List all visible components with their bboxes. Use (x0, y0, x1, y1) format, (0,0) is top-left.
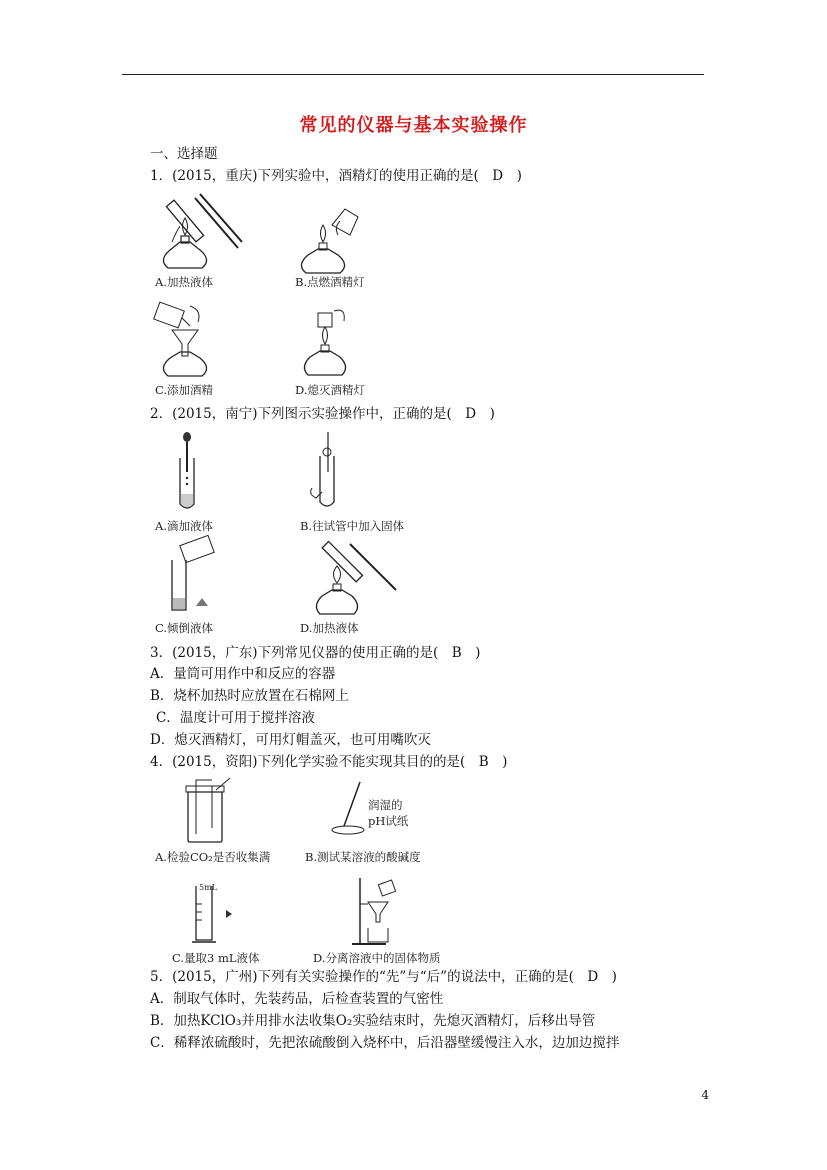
figure-caption: B.往试管中加入固体 (300, 519, 405, 533)
page-number: 4 (701, 1088, 709, 1102)
figure-extinguish-burner (300, 305, 360, 377)
section-heading: 一、选择题 (150, 146, 218, 162)
question-3-option-b: B．烧杯加热时应放置在石棉网上 (150, 688, 349, 704)
figure-add-alcohol (150, 300, 230, 378)
question-4-stem: 4．(2015，资阳)下列化学实验不能实现其目的的是( B ) (150, 754, 508, 770)
figure-filtration (350, 878, 400, 946)
figure-caption: D.熄灭酒精灯 (295, 383, 365, 397)
figure-ph-paper (330, 782, 370, 838)
figure-graduated-cylinder (192, 884, 242, 946)
question-3-stem: 3．(2015，广东)下列常见仪器的使用正确的是( B ) (150, 645, 481, 661)
header-rule (122, 74, 704, 75)
figure-caption: D.加热液体 (300, 621, 359, 635)
question-5-option-b: B．加热KClO₃并用排水法收集O₂实验结束时，先熄灭酒精灯，后移出导管 (150, 1013, 596, 1029)
question-5-option-c: C．稀释浓硫酸时，先把浓硫酸倒入烧杯中，后沿器壁缓慢注入水，边加边搅拌 (150, 1035, 620, 1051)
figure-caption: C.添加酒精 (155, 383, 214, 397)
figure-dropper (172, 432, 202, 512)
figure-caption: A.加热液体 (155, 275, 213, 289)
question-1-stem: 1．(2015，重庆)下列实验中，酒精灯的使用正确的是( D ) (150, 168, 522, 184)
question-2-stem: 2．(2015，南宁)下列图示实验操作中，正确的是( D ) (150, 406, 495, 422)
figure-add-solid (306, 432, 346, 512)
ph-label-1: 润湿的 (368, 798, 403, 812)
figure-caption: C.倾倒液体 (155, 621, 214, 635)
question-3-option-d: D．熄灭酒精灯，可用灯帽盖灭，也可用嘴吹灭 (150, 732, 431, 748)
figure-heat-liquid (150, 190, 240, 270)
figure-light-burner (290, 205, 365, 275)
figure-caption: B.点燃酒精灯 (295, 275, 365, 289)
figure-caption: A.滴加液体 (155, 519, 213, 533)
figure-gas-bottle (182, 778, 232, 844)
question-3-option-c: C．温度计可用于搅拌溶液 (156, 710, 315, 726)
page-title: 常见的仪器与基本实验操作 (299, 115, 528, 136)
figure-caption: C.量取3 mL液体 (172, 951, 260, 965)
question-5-option-a: A．制取气体时，先装药品，后检查装置的气密性 (150, 991, 444, 1007)
question-3-option-a: A．量筒可用作中和反应的容器 (150, 666, 336, 682)
figure-pour-liquid (160, 536, 220, 614)
ph-label-2: pH试纸 (368, 814, 409, 828)
figure-heat-liquid-2 (312, 538, 402, 616)
figure-caption: A.检验CO₂是否收集满 (155, 850, 271, 864)
figure-caption: B.测试某溶液的酸碱度 (305, 850, 421, 864)
cylinder-label: 5mL (199, 883, 217, 892)
figure-caption: D.分离溶液中的固体物质 (313, 951, 441, 965)
question-5-stem: 5．(2015，广州)下列有关实验操作的“先”与“后”的说法中，正确的是( D ) (150, 969, 617, 985)
